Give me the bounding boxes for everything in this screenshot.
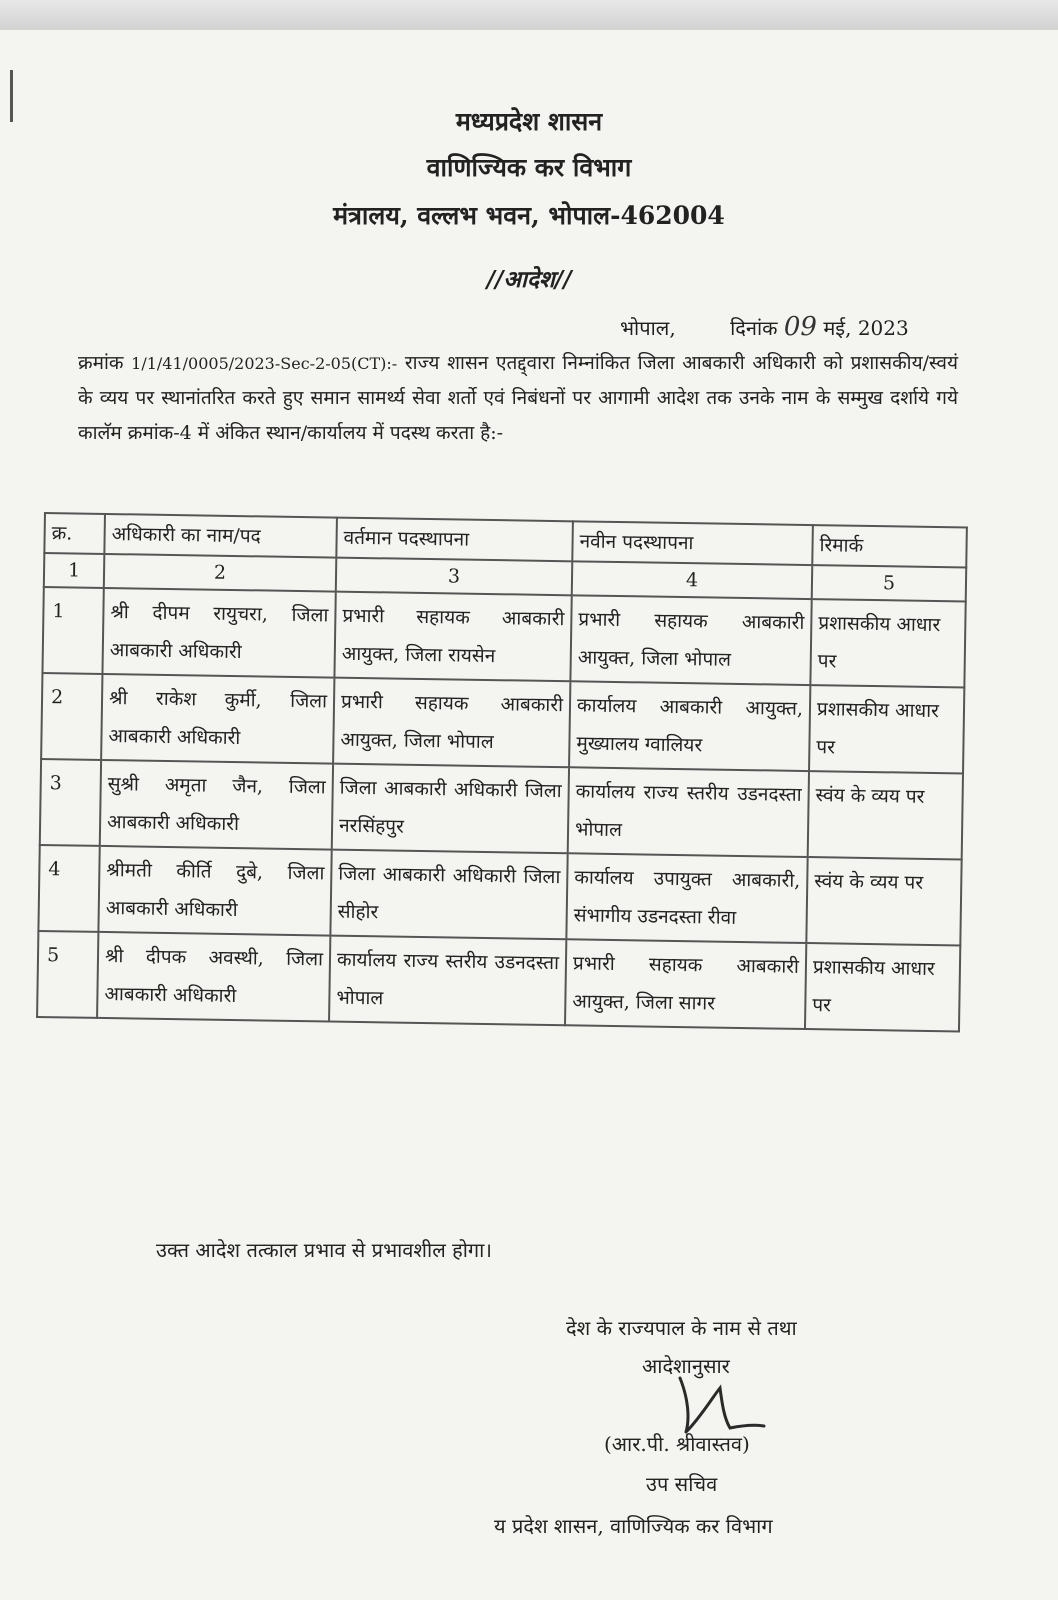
column-number: 1 [44,553,105,588]
govt-title: मध्यप्रदेश शासन [455,107,603,136]
cell-current-posting: जिला आबकारी अधिकारी जिला सीहोर [330,850,567,940]
signatory-department: य प्रदेश शासन, वाणिज्यिक कर विभाग [494,1514,773,1538]
table-row [38,845,961,945]
date-day-handwritten: 09 [783,312,817,342]
signatory-name: (आर.पी. श्रीवास्तव) [604,1432,750,1456]
header-cell: रिमार्क [812,525,967,567]
order-heading: //आदेश// [486,266,572,293]
cell-current-posting: प्रभारी सहायक आबकारी आयुक्त, जिला रायसेन [334,592,571,682]
header-cell: अधिकारी का नाम/पद [104,514,337,558]
cell-new-posting: कार्यालय उपायुक्त आबकारी, संभागीय उडनदस्ता रीवा [566,853,807,943]
cell-remark: प्रशासकीय आधार पर [809,685,964,773]
cell-current-posting: प्रभारी सहायक आबकारी आयुक्त, जिला भोपाल [333,678,570,768]
cell-sn: 2 [41,673,102,760]
column-number: 2 [104,554,337,592]
signoff-line1: देश के राज्यपाल के नाम से तथा [566,1316,797,1340]
table-row [37,931,960,1031]
order-paragraph [78,346,958,451]
cell-sn: 4 [38,845,99,932]
cell-new-posting: कार्यालय राज्य स्तरीय उडनदस्ता भोपाल [568,767,809,857]
signoff-line2: आदेशानुसार [642,1354,730,1378]
ref-prefix: क्रमांक [78,352,124,374]
cell-current-posting: कार्यालय राज्य स्तरीय उडनदस्ता भोपाल [329,936,566,1026]
cell-new-posting: कार्यालय आबकारी आयुक्त, मुख्यालय ग्वालियर [569,681,810,771]
cell-remark: स्वंय के व्यय पर [808,771,963,859]
column-number: 4 [572,561,813,599]
table-row [42,587,965,687]
table-row [41,673,964,773]
cell-officer: सुश्री अमृता जैन, जिला आबकारी अधिकारी [100,760,333,850]
order-text: राज्य शासन एतद्द्वारा निम्नांकित जिला आबकारी अधिकारी को प्रशासकीय/स्वयं के व्यय पर स्थानांतरित करते हुए समान सामर्थ्य सेवा शर्तो एवं निबंधनों पर आगामी आदेश तक उनके नाम के सम्मुख दर्शाये गये कालॅम क्रमांक-4 में अंकित स्थान/कार्यालय में पदस्थ करता है:- [78,352,958,444]
cell-new-posting: प्रभारी सहायक आबकारी आयुक्त, जिला भोपाल [570,595,811,685]
signatory-designation: उप सचिव [646,1472,718,1496]
date-place: भोपाल, [620,316,676,340]
cell-officer: श्रीमती कीर्ति दुबे, जिला आबकारी अधिकारी [98,846,331,936]
cell-sn: 5 [37,931,98,1018]
table-row [40,759,963,859]
dateline [620,312,909,342]
reference-number: 1/1/41/0005/2023-Sec-2-05(CT):- [131,354,398,373]
office-address: मंत्रालय, वल्लभ भवन, भोपाल-462004 [333,201,725,230]
cell-remark: प्रशासकीय आधार पर [805,943,960,1031]
cell-current-posting: जिला आबकारी अधिकारी जिला नरसिंहपुर [332,764,569,854]
column-number: 3 [336,558,573,596]
cell-remark: स्वंय के व्यय पर [806,857,961,945]
date-month-year: मई, 2023 [823,316,909,340]
cell-sn: 1 [42,587,103,674]
column-number: 5 [812,565,967,601]
cell-officer: श्री दीपम रायुचरा, जिला आबकारी अधिकारी [102,588,335,678]
signature-mark [660,1368,770,1438]
header-cell: क्र. [44,513,105,554]
cell-remark: प्रशासकीय आधार पर [810,599,965,687]
department-title: वाणिज्यिक कर विभाग [426,153,632,182]
cell-officer: श्री दीपक अवस्थी, जिला आबकारी अधिकारी [97,932,330,1022]
transfer-table [36,512,968,1032]
effect-note: उक्त आदेश तत्काल प्रभाव से प्रभावशील होगा। [156,1238,492,1262]
date-label: दिनांक [730,316,778,340]
header-cell: वर्तमान पदस्थापना [336,518,573,562]
cell-sn: 3 [40,759,101,846]
photo-top-strip [0,0,1058,30]
cell-officer: श्री राकेश कुर्मी, जिला आबकारी अधिकारी [101,674,334,764]
cell-new-posting: प्रभारी सहायक आबकारी आयुक्त, जिला सागर [565,939,806,1029]
header-cell: नवीन पदस्थापना [572,521,813,565]
